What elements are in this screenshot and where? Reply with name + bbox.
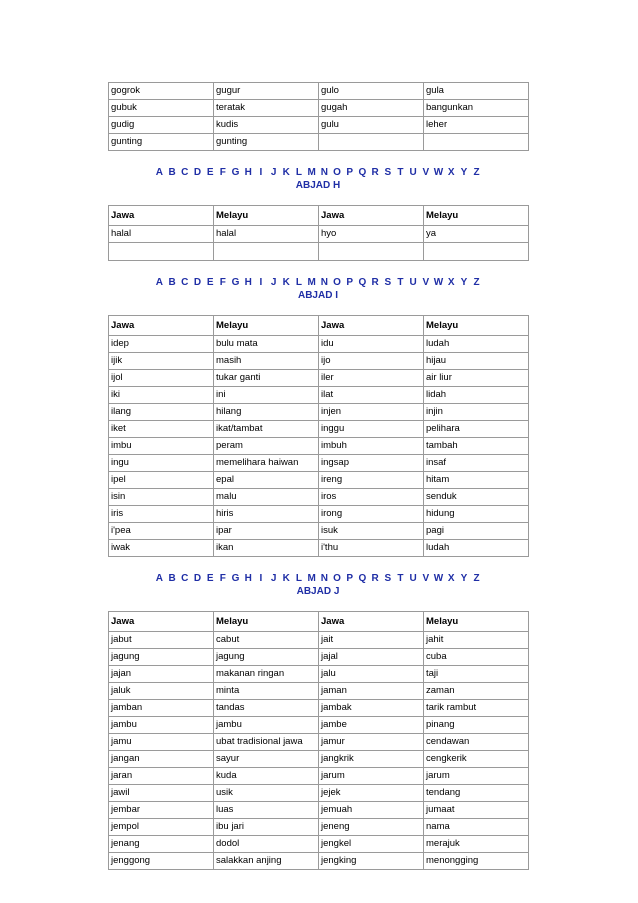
table-cell: iki (109, 387, 214, 404)
alphabet-link-n[interactable]: N (320, 573, 328, 584)
table-cell: irong (319, 506, 424, 523)
table-cell: taji (424, 666, 529, 683)
column-header: Melayu (424, 316, 529, 336)
alphabet-link-t[interactable]: T (397, 573, 404, 584)
table-cell: ini (214, 387, 319, 404)
alphabet-link-w[interactable]: W (433, 573, 444, 584)
alphabet-link-i[interactable]: I (259, 573, 263, 584)
word-table (108, 205, 529, 261)
alphabet-link-j[interactable]: J (270, 167, 277, 178)
table-cell: menongging (424, 853, 529, 870)
table-cell: ya (424, 226, 529, 243)
alphabet-link-t[interactable]: T (397, 167, 404, 178)
table-row (109, 489, 529, 506)
table-cell: iket (109, 421, 214, 438)
table-cell: bulu mata (214, 336, 319, 353)
alphabet-link-v[interactable]: V (422, 167, 430, 178)
alphabet-link-q[interactable]: Q (358, 573, 367, 584)
table-cell: ibu jari (214, 819, 319, 836)
table-cell: jalu (319, 666, 424, 683)
table-cell: jumaat (424, 802, 529, 819)
table-cell: ijik (109, 353, 214, 370)
alphabet-link-y[interactable]: Y (460, 573, 468, 584)
table-cell: iros (319, 489, 424, 506)
table-row (109, 438, 529, 455)
alphabet-link-a[interactable]: A (155, 167, 164, 178)
table-cell: jempol (109, 819, 214, 836)
table-cell: jembar (109, 802, 214, 819)
table-cell: epal (214, 472, 319, 489)
table-cell: ipar (214, 523, 319, 540)
table-cell: jarum (424, 768, 529, 785)
alphabet-link-n[interactable]: N (320, 277, 328, 288)
table-g-continued (108, 82, 529, 151)
alphabet-link-k[interactable]: K (282, 167, 290, 178)
table-cell: iwak (109, 540, 214, 557)
table-cell: masih (214, 353, 319, 370)
table-cell: jambu (214, 717, 319, 734)
table-cell: leher (424, 117, 529, 134)
table-row (109, 370, 529, 387)
table-cell: jamban (109, 700, 214, 717)
table-cell: kuda (214, 768, 319, 785)
table-cell: ingsap (319, 455, 424, 472)
alphabet-link-d[interactable]: D (193, 277, 202, 288)
table-cell: inggu (319, 421, 424, 438)
alphabet-nav (108, 167, 528, 178)
alphabet-link-r[interactable]: R (371, 277, 379, 288)
table-cell: gubuk (109, 100, 214, 117)
table-cell: gogrok (109, 83, 214, 100)
table-cell: insaf (424, 455, 529, 472)
table-cell: ilang (109, 404, 214, 421)
table-cell: i'thu (319, 540, 424, 557)
table-cell: nama (424, 819, 529, 836)
alphabet-link-a[interactable]: A (155, 277, 164, 288)
section-i (108, 277, 528, 557)
table-cell: cabut (214, 632, 319, 649)
table-row (109, 649, 529, 666)
table-cell: jajan (109, 666, 214, 683)
table-cell: tendang (424, 785, 529, 802)
alphabet-link-f[interactable]: F (219, 573, 226, 584)
alphabet-link-o[interactable]: O (333, 573, 341, 584)
table-cell: jagung (214, 649, 319, 666)
column-header: Jawa (109, 206, 214, 226)
alphabet-nav (108, 573, 528, 584)
alphabet-link-u[interactable]: U (409, 573, 417, 584)
table-cell: jajal (319, 649, 424, 666)
table-cell: tukar ganti (214, 370, 319, 387)
table-cell: halal (109, 226, 214, 243)
alphabet-link-f[interactable]: F (219, 277, 226, 288)
table-cell: ikat/tambat (214, 421, 319, 438)
table-cell: idep (109, 336, 214, 353)
alphabet-link-u[interactable]: U (409, 277, 417, 288)
table-cell: teratak (214, 100, 319, 117)
table-cell: jambe (319, 717, 424, 734)
column-header: Melayu (214, 206, 319, 226)
table-cell: ingu (109, 455, 214, 472)
column-header: Melayu (424, 612, 529, 632)
alphabet-link-r[interactable]: R (371, 167, 379, 178)
table-cell: injin (424, 404, 529, 421)
table-cell: jemuah (319, 802, 424, 819)
column-header: Melayu (214, 316, 319, 336)
table-cell: tarik rambut (424, 700, 529, 717)
table-row (109, 717, 529, 734)
table-row (109, 336, 529, 353)
alphabet-link-h[interactable]: H (244, 167, 252, 178)
table-cell: ludah (424, 540, 529, 557)
alphabet-link-o[interactable]: O (333, 277, 341, 288)
section-title: ABJAD I (297, 290, 338, 301)
document-page (108, 82, 528, 870)
table-cell: cendawan (424, 734, 529, 751)
table-cell: jengking (319, 853, 424, 870)
table-cell: ireng (319, 472, 424, 489)
table-row (109, 785, 529, 802)
table-cell: usik (214, 785, 319, 802)
section-j (108, 573, 528, 870)
table-cell: jangan (109, 751, 214, 768)
alphabet-link-l[interactable]: L (295, 573, 303, 584)
table-row (109, 117, 529, 134)
table-row (109, 700, 529, 717)
table-cell: memelihara haiwan (214, 455, 319, 472)
table-row (109, 472, 529, 489)
table-cell: gugah (319, 100, 424, 117)
column-header: Jawa (109, 612, 214, 632)
table-row (109, 506, 529, 523)
table-cell: bangunkan (424, 100, 529, 117)
table-cell: jangkrik (319, 751, 424, 768)
alphabet-link-f[interactable]: F (219, 167, 226, 178)
table-cell: dodol (214, 836, 319, 853)
table-cell: i'pea (109, 523, 214, 540)
table-cell: jamur (319, 734, 424, 751)
alphabet-link-s[interactable]: S (384, 573, 392, 584)
section-h (108, 167, 528, 261)
alphabet-link-y[interactable]: Y (460, 277, 468, 288)
alphabet-link-z[interactable]: Z (473, 277, 480, 288)
table-cell: ijo (319, 353, 424, 370)
table-cell: hyo (319, 226, 424, 243)
table-cell: ijol (109, 370, 214, 387)
table-cell: isin (109, 489, 214, 506)
alphabet-link-l[interactable]: L (295, 277, 303, 288)
table-cell: jejek (319, 785, 424, 802)
alphabet-link-e[interactable]: E (206, 573, 214, 584)
table-cell: makanan ringan (214, 666, 319, 683)
alphabet-link-b[interactable]: B (168, 573, 176, 584)
alphabet-link-i[interactable]: I (259, 167, 263, 178)
alphabet-link-m[interactable]: M (307, 277, 316, 288)
alphabet-link-w[interactable]: W (433, 167, 444, 178)
table-header-row (109, 316, 529, 336)
table-cell (109, 243, 214, 261)
table-cell: jagung (109, 649, 214, 666)
table-header-row (109, 612, 529, 632)
table-cell: imbu (109, 438, 214, 455)
table-row (109, 540, 529, 557)
alphabet-link-g[interactable]: G (231, 277, 240, 288)
alphabet-link-s[interactable]: S (384, 277, 392, 288)
table-cell (319, 134, 424, 151)
alphabet-link-p[interactable]: P (346, 167, 354, 178)
table-row (109, 83, 529, 100)
alphabet-link-q[interactable]: Q (358, 277, 367, 288)
alphabet-link-q[interactable]: Q (358, 167, 367, 178)
table-row (109, 455, 529, 472)
word-table (108, 611, 529, 870)
table-cell (214, 243, 319, 261)
table-row (109, 802, 529, 819)
table-cell: merajuk (424, 836, 529, 853)
table-cell: gudig (109, 117, 214, 134)
table-cell: lidah (424, 387, 529, 404)
table-cell: air liur (424, 370, 529, 387)
table-cell: minta (214, 683, 319, 700)
table-cell: peram (214, 438, 319, 455)
table-row (109, 421, 529, 438)
table-cell: halal (214, 226, 319, 243)
alphabet-link-u[interactable]: U (409, 167, 417, 178)
table-cell: gula (424, 83, 529, 100)
table-cell: jahit (424, 632, 529, 649)
column-header: Jawa (319, 316, 424, 336)
alphabet-link-k[interactable]: K (282, 573, 290, 584)
table-cell: jeneng (319, 819, 424, 836)
column-header: Melayu (214, 612, 319, 632)
section-title: ABJAD J (296, 586, 340, 597)
table-header-row (109, 206, 529, 226)
table-cell: ikan (214, 540, 319, 557)
table-cell: hiris (214, 506, 319, 523)
alphabet-link-i[interactable]: I (259, 277, 263, 288)
alphabet-link-m[interactable]: M (307, 573, 316, 584)
alphabet-link-h[interactable]: H (244, 573, 252, 584)
table-row (109, 836, 529, 853)
table-cell: salakkan anjing (214, 853, 319, 870)
alphabet-link-m[interactable]: M (307, 167, 316, 178)
table-cell: iris (109, 506, 214, 523)
alphabet-link-r[interactable]: R (371, 573, 379, 584)
table-cell: jambu (109, 717, 214, 734)
table-cell: sayur (214, 751, 319, 768)
table-cell: tambah (424, 438, 529, 455)
table-cell: pelihara (424, 421, 529, 438)
section-title: ABJAD H (295, 180, 341, 191)
table-cell: gunting (214, 134, 319, 151)
table-row (109, 404, 529, 421)
table-row (109, 734, 529, 751)
table-cell: malu (214, 489, 319, 506)
table-row (109, 353, 529, 370)
table-cell: ilat (319, 387, 424, 404)
table-cell: jaman (319, 683, 424, 700)
table-cell (319, 243, 424, 261)
table-row (109, 853, 529, 870)
table-cell: hidung (424, 506, 529, 523)
alphabet-link-x[interactable]: X (447, 277, 455, 288)
table-cell: jambak (319, 700, 424, 717)
table-cell: jenang (109, 836, 214, 853)
table-cell: pagi (424, 523, 529, 540)
alphabet-link-x[interactable]: X (447, 573, 455, 584)
table-cell: kudis (214, 117, 319, 134)
table-row (109, 134, 529, 151)
table-cell: cuba (424, 649, 529, 666)
alphabet-link-x[interactable]: X (447, 167, 455, 178)
alphabet-link-z[interactable]: Z (473, 167, 480, 178)
table-row (109, 523, 529, 540)
table-row (109, 243, 529, 261)
table-cell: ludah (424, 336, 529, 353)
alphabet-link-c[interactable]: C (181, 167, 189, 178)
table-cell: gunting (109, 134, 214, 151)
table-cell: jenggong (109, 853, 214, 870)
alphabet-link-v[interactable]: V (422, 277, 430, 288)
table-cell (424, 243, 529, 261)
table-row (109, 387, 529, 404)
word-table (108, 315, 529, 557)
table-row (109, 751, 529, 768)
table-row (109, 683, 529, 700)
alphabet-link-z[interactable]: Z (473, 573, 480, 584)
table-cell: idu (319, 336, 424, 353)
alphabet-link-y[interactable]: Y (460, 167, 468, 178)
table-cell (424, 134, 529, 151)
table-cell: senduk (424, 489, 529, 506)
alphabet-link-d[interactable]: D (193, 573, 202, 584)
table-cell: jait (319, 632, 424, 649)
table-cell: luas (214, 802, 319, 819)
alphabet-link-n[interactable]: N (320, 167, 328, 178)
alphabet-link-v[interactable]: V (422, 573, 430, 584)
table-cell: jamu (109, 734, 214, 751)
table-row (109, 632, 529, 649)
table-cell: imbuh (319, 438, 424, 455)
table-cell: hijau (424, 353, 529, 370)
alphabet-link-l[interactable]: L (295, 167, 303, 178)
table-row (109, 666, 529, 683)
table-cell: hitam (424, 472, 529, 489)
alphabet-link-c[interactable]: C (181, 573, 189, 584)
table-cell: injen (319, 404, 424, 421)
table-cell: pinang (424, 717, 529, 734)
alphabet-link-k[interactable]: K (282, 277, 290, 288)
alphabet-link-j[interactable]: J (270, 277, 277, 288)
alphabet-link-t[interactable]: T (397, 277, 404, 288)
alphabet-link-g[interactable]: G (231, 167, 240, 178)
table-cell: jabut (109, 632, 214, 649)
table-cell: ipel (109, 472, 214, 489)
table-cell: tandas (214, 700, 319, 717)
table-row (109, 768, 529, 785)
column-header: Jawa (109, 316, 214, 336)
table-cell: gulu (319, 117, 424, 134)
alphabet-link-o[interactable]: O (333, 167, 341, 178)
alphabet-link-w[interactable]: W (433, 277, 444, 288)
column-header: Jawa (319, 206, 424, 226)
alphabet-link-e[interactable]: E (206, 277, 214, 288)
table-cell: ubat tradisional jawa (214, 734, 319, 751)
table-cell: gulo (319, 83, 424, 100)
alphabet-link-c[interactable]: C (181, 277, 189, 288)
alphabet-link-d[interactable]: D (193, 167, 202, 178)
alphabet-nav (108, 277, 528, 288)
alphabet-link-h[interactable]: H (244, 277, 252, 288)
alphabet-link-g[interactable]: G (231, 573, 240, 584)
alphabet-link-s[interactable]: S (384, 167, 392, 178)
alphabet-link-p[interactable]: P (346, 277, 354, 288)
alphabet-link-b[interactable]: B (168, 167, 176, 178)
table-row (109, 226, 529, 243)
table-cell: isuk (319, 523, 424, 540)
table-cell: jawil (109, 785, 214, 802)
alphabet-link-j[interactable]: J (270, 573, 277, 584)
table-cell: jaran (109, 768, 214, 785)
table-row (109, 100, 529, 117)
table-cell: gugur (214, 83, 319, 100)
column-header: Jawa (319, 612, 424, 632)
table-row (109, 819, 529, 836)
alphabet-link-b[interactable]: B (168, 277, 176, 288)
table-cell: jaluk (109, 683, 214, 700)
table-cell: jarum (319, 768, 424, 785)
alphabet-link-p[interactable]: P (346, 573, 354, 584)
table-cell: cengkerik (424, 751, 529, 768)
table-cell: zaman (424, 683, 529, 700)
table-cell: hilang (214, 404, 319, 421)
table-cell: jengkel (319, 836, 424, 853)
alphabet-link-a[interactable]: A (155, 573, 164, 584)
alphabet-link-e[interactable]: E (206, 167, 214, 178)
column-header: Melayu (424, 206, 529, 226)
table-cell: iler (319, 370, 424, 387)
